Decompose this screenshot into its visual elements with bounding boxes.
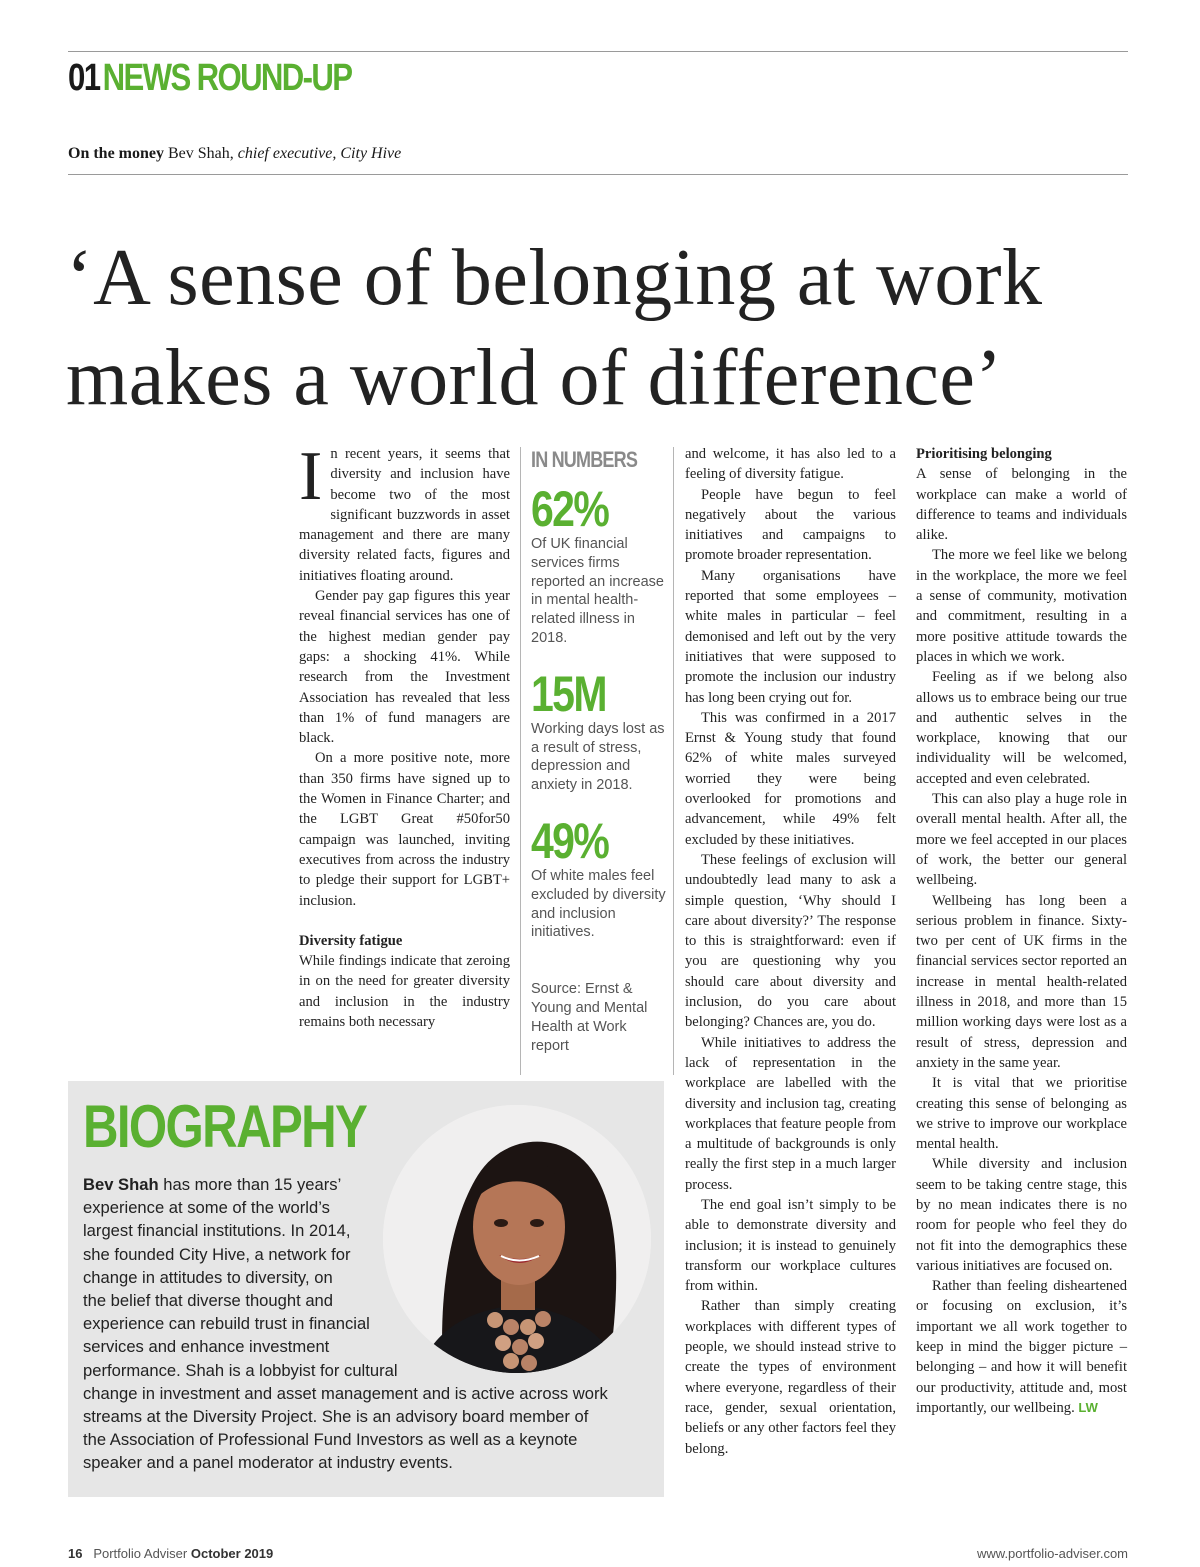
biography-text [83,1173,653,1475]
biography-name: Bev Shah [83,1175,159,1194]
paragraph: This was confirmed in a 2017 Ernst & Young study that found 62% of white males surveyed worried they were being overlooked for promotions and advancement, while 49% felt excluded by these initiatives. [685,709,896,848]
paragraph-text: Rather than feeling disheartened or focusing on exclusion, it’s important we all work together to keep in mind the bigger picture – belonging – and how it will benefit our productivity, attitude and, most importantly, our wellbeing. [916,1278,1127,1416]
footer-left [68,1546,273,1561]
stat-description: Of white males feel excluded by diversity and inclusion initiatives. [531,867,666,941]
paragraph: The more we feel like we belong in the workplace, the more we feel a sense of community, motivation and commitment, resulting in a more positive attitude towards the places in which we work. [916,547,1127,665]
column-divider [520,447,521,1075]
source-note: Source: Ernst & Young and Mental Health at Work report [531,981,648,1054]
paragraph: While diversity and inclusion seem to be taking centre stage, this by no mean indicates there is no room for people who feel they do not fit into the demographics these various initiatives are focused on. [916,1156,1127,1274]
paragraph [916,1276,1127,1418]
paragraph: Wellbeing has long been a serious problem in finance. Sixty-two per cent of UK firms in the financial services sector reported an increase in mental health-related illness in 2018, and more than 15 million working days were lost as a result of stress, depression and anxiety in the same year. [916,892,1127,1071]
paragraph: Feeling as if we belong also allows us to embrace being our true and authentic selves in the workplace, knowing that our individuality will be welcomed, accepted and even celebrated. [916,669,1127,787]
biography-line: performance. Shah is a lobbyist for cultural [83,1360,398,1380]
issue-date: October 2019 [190,1546,274,1561]
biography-line: the belief that diverse thought and [83,1291,334,1311]
publication-name: Portfolio Adviser [93,1546,188,1561]
subheading: Diversity fatigue [299,932,403,949]
biography-line [83,1173,653,1196]
biography-line: speaker and a panel moderator at industry events. [83,1453,453,1473]
top-rule [68,51,1128,52]
stat-description: Working days lost as a result of stress, depression and anxiety in 2018. [531,720,665,794]
subheading: Prioritising belonging [916,446,1052,462]
article-column-4 [916,444,1127,1418]
biography-box [68,1081,664,1497]
paragraph: Many organisations have reported that some employees – white males in particular – feel demonised and left out by the very initiatives that were supposed to promote the inclusion our industry has long been crying out for. [685,567,896,706]
author-initials: LW [1078,1399,1098,1415]
biography-line: experience can rebuild trust in financial [83,1314,370,1334]
in-numbers-label: IN NUMBERS [531,447,638,472]
byline-column: On the money [68,145,164,162]
column-divider [673,447,674,1075]
stat-value: 49% [531,812,609,869]
biography-line-text: has more than 15 years’ [158,1175,342,1194]
biography-line: largest financial institutions. In 2014, [83,1221,351,1241]
paragraph: The end goal isn’t simply to be able to demonstrate diversity and inclusion; it is instead to genuinely transform our workplace cultures from within. [685,1196,896,1295]
section-header [68,58,351,98]
paragraph: People have begun to feel negatively about the various initiatives and campaigns to promote broader representation. [685,486,896,564]
biography-line: services and enhance investment [83,1337,330,1357]
stat-description: Of UK financial services firms reported an increase in mental health-related illness in 2018. [531,536,664,646]
paragraph: These feelings of exclusion will undoubtedly lead many to ask a simple question, ‘Why should I care about diversity?’ The response to this is straightforward: even if you are questioning why you should care about diversity and inclusion, do you care about belonging? Chances are, you do. [685,851,896,1031]
paragraph: and welcome, it has also led to a feeling of diversity fatigue. [685,446,896,483]
dropcap: I [299,438,323,515]
paragraph: It is vital that we prioritise creating this sense of belonging as we strive to improve our workplace mental health. [916,1075,1127,1153]
section-title: NEWS ROUND-UP [102,57,352,99]
byline-role: chief executive, City Hive [237,145,402,162]
biography-line: change in investment and asset management and is active across work [83,1383,608,1403]
stat-item [531,483,666,648]
paragraph: On a more positive note, more than 350 firms have signed up to the Women in Finance Charter; and the LGBT Great #50for50 campaign was launched, inviting executives from across the industry to pledge their support for LGBT+ inclusion. [299,750,510,909]
website-url: www.portfolio-adviser.com [977,1546,1128,1561]
in-numbers-panel [531,447,666,1055]
headline-line-2: makes a world of difference’ [66,334,1003,422]
biography-title: BIOGRAPHY [83,1093,367,1160]
headline [66,228,1043,428]
biography-line: streams at the Diversity Project. She is an advisory board member of [83,1407,589,1427]
biography-line: experience at some of the world’s [83,1198,330,1218]
paragraph: While initiatives to address the lack of representation in the workplace are labelled with the diversity and inclusion tag, creating workplaces that feature people from a multitude of backgrounds is only really the first step in a much larger process. [685,1034,896,1193]
paragraph: A sense of belonging in the workplace can make a world of difference to teams and individuals alike. [916,466,1127,544]
paragraph: While findings indicate that zeroing in on the need for greater diversity and inclusion in the industry remains both necessary [299,953,510,1031]
stat-item [531,665,666,795]
article-column-3 [685,444,896,1459]
stat-value: 15M [531,665,606,722]
stat-value: 62% [531,481,609,537]
paragraph: n recent years, it seems that diversity and inclusion have become two of the most significant buzzwords in asset management and there are many diversity related facts, figures and initiatives floating around. [299,446,510,584]
byline-rule [68,174,1128,175]
stat-item [531,812,666,942]
paragraph: Rather than simply creating workplaces with different types of people, we should instead strive to create the types of environment where everyone, regardless of their race, gender, sexual orientation, beliefs or any other factors feel they belong. [685,1298,896,1457]
headline-line-1: ‘A sense of belonging at work [66,234,1043,322]
paragraph: This can also play a huge role in overall mental health. After all, the more we feel accepted in our places of work, the better our general wellbeing. [916,791,1127,889]
biography-line: the Association of Professional Fund Investors as well as a keynote [83,1430,578,1450]
biography-line: she founded City Hive, a network for [83,1244,351,1264]
byline: On the money Bev Shah, chief executive, City Hive [68,145,402,162]
page-number: 16 [68,1546,83,1561]
byline-author: Bev Shah [168,145,230,162]
paragraph: Gender pay gap figures this year reveal financial services has one of the highest median gender pay gaps: a shocking 41%. While research from the Investment Association has revealed that less than 1% of fund managers are black. [299,588,510,747]
biography-line: change in attitudes to diversity, on [83,1267,333,1287]
article-column-1 [299,438,510,1032]
section-number: 01 [68,57,100,99]
